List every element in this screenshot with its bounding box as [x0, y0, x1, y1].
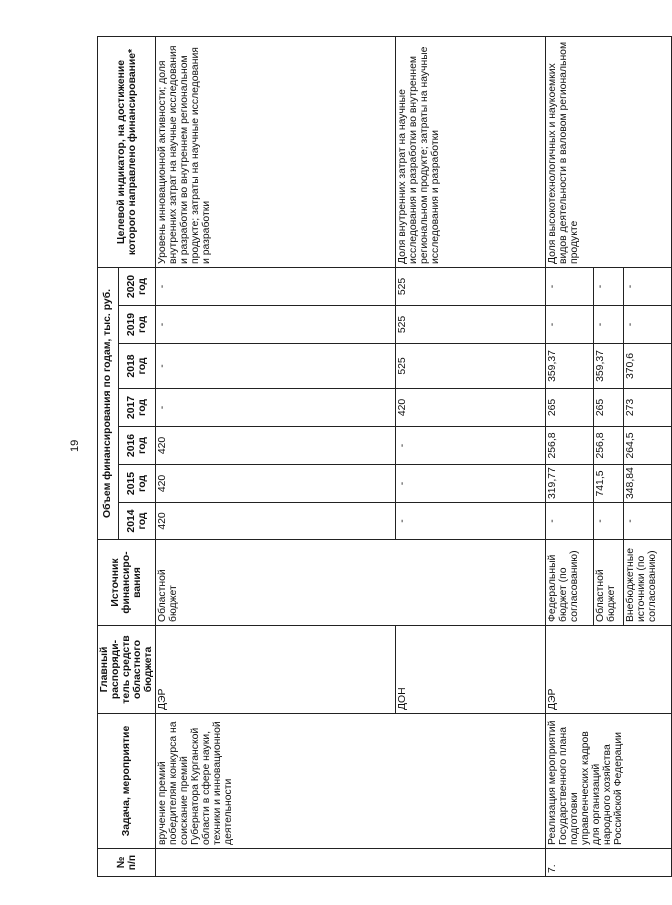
row-value: -: [594, 503, 624, 540]
row-value: 420: [156, 427, 396, 465]
row-value: -: [546, 306, 594, 344]
row-num: [156, 849, 546, 877]
row-value: -: [624, 306, 672, 344]
table-row: [156, 37, 396, 877]
row-value: 525: [396, 344, 546, 389]
row-source: Областной бюджет: [156, 540, 546, 626]
row-value: -: [156, 389, 396, 427]
row-manager: ДЭР: [156, 626, 396, 714]
row-target: Доля внутренних затрат на научные исследования и разработки во внутреннем региональном продукте; затраты на научные исследования и разработки: [396, 37, 546, 268]
row-value: -: [156, 268, 396, 306]
row-value: -: [624, 503, 672, 540]
funding-table-wrapper: [97, 37, 658, 877]
row-value: 370,6: [624, 344, 672, 389]
row-source: Федеральный бюджет (по согласованию): [546, 540, 594, 626]
header-year: 2015 год: [118, 465, 155, 503]
row-value: 525: [396, 268, 546, 306]
row-value: 265: [594, 389, 624, 427]
header-source: Источник финансиро-вания: [98, 540, 156, 626]
header-task: Задача, мероприятие: [98, 714, 156, 849]
row-value: 420: [156, 503, 396, 540]
row-source: Областной бюджет: [594, 540, 624, 626]
page-number: 19: [69, 439, 81, 452]
row-value: 741,5: [594, 465, 624, 503]
header-target: Целевой индикатор, на достижение которого направлено финансирование*: [98, 37, 156, 268]
row-target: Доля высокотехнологичных и наукоемких видов деятельности в валовом региональном продукте: [546, 37, 672, 268]
row-num: 7.: [546, 849, 672, 877]
row-target: Уровень инновационной активности; доля внутренних затрат на научные исследования и разработки во внутреннем региональном продукте; затраты на научные исследования и разработки: [156, 37, 396, 268]
row-value: -: [624, 268, 672, 306]
header-year: 2017 год: [118, 389, 155, 427]
row-value: 348,84: [624, 465, 672, 503]
funding-table: [97, 36, 672, 877]
header-year: 2016 год: [118, 427, 155, 465]
row-value: -: [396, 465, 546, 503]
row-value: 525: [396, 306, 546, 344]
row-value: 420: [156, 465, 396, 503]
row-value: -: [546, 268, 594, 306]
row-manager: ДОН: [396, 626, 546, 714]
row-value: 359,37: [594, 344, 624, 389]
row-task: вручение премий победителям конкурса на соискание премий Губернатора Курганской области в сфере науки, техники и инновационной деятельности: [156, 714, 546, 849]
table-row: [546, 37, 594, 877]
header-year: 2019 год: [118, 306, 155, 344]
header-num: № п/п: [98, 849, 156, 877]
row-value: 273: [624, 389, 672, 427]
header-manager: Главный распоряди-тель средств областного бюджета: [98, 626, 156, 714]
row-value: 256,8: [546, 427, 594, 465]
header-year: 2018 год: [118, 344, 155, 389]
row-value: 319,77: [546, 465, 594, 503]
row-manager: ДЭР: [546, 626, 672, 714]
row-source: Внебюджетные источники (по согласованию): [624, 540, 672, 626]
row-value: -: [594, 268, 624, 306]
row-value: -: [396, 427, 546, 465]
row-task: Реализация мероприятий Государственного плана подготовки управленческих кадров для организаций народного хозяйства Российской Федерации: [546, 714, 672, 849]
row-value: -: [156, 344, 396, 389]
row-value: 264,5: [624, 427, 672, 465]
header-volume: Объем финансирования по годам, тыс. руб.: [98, 268, 119, 540]
row-value: 359,37: [546, 344, 594, 389]
row-value: -: [396, 503, 546, 540]
row-value: 265: [546, 389, 594, 427]
header-year: 2020 год: [118, 268, 155, 306]
row-value: 420: [396, 389, 546, 427]
row-value: 256,8: [594, 427, 624, 465]
header-year: 2014 год: [118, 503, 155, 540]
row-value: -: [546, 503, 594, 540]
row-value: -: [156, 306, 396, 344]
row-value: -: [594, 306, 624, 344]
